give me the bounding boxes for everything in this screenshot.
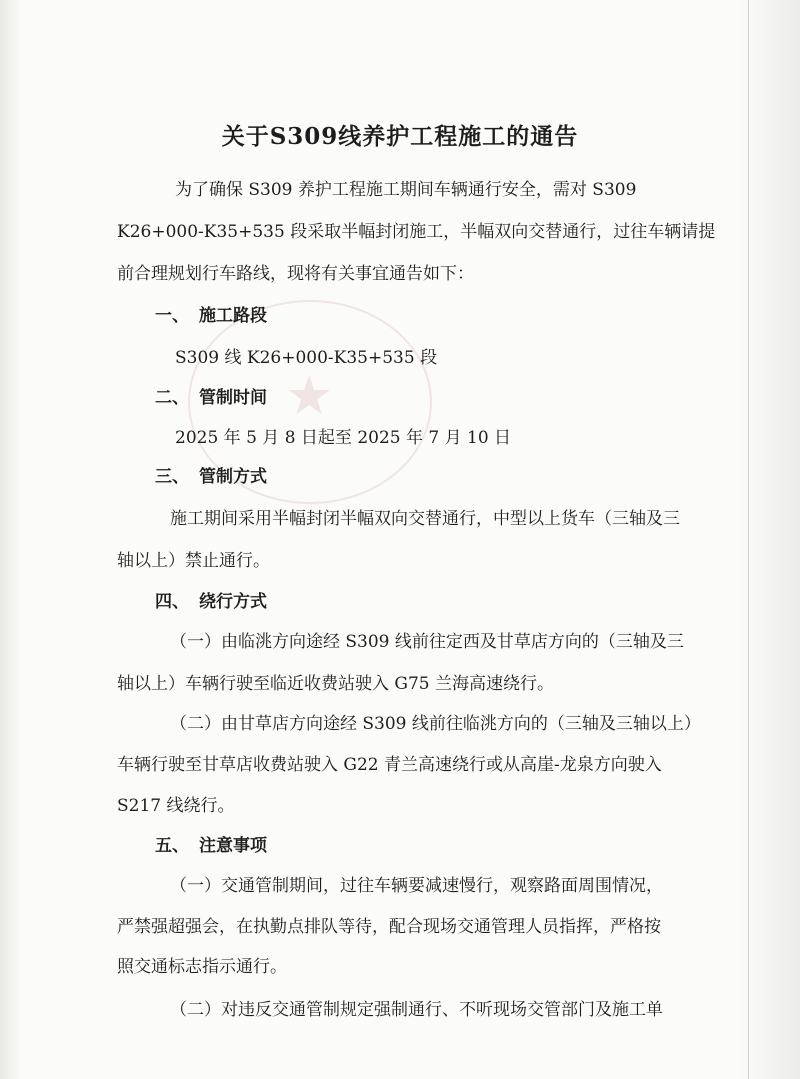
section-5-line-2: 严禁强超强会，在执勤点排队等待，配合现场交通管理人员指挥，严格按 [117,917,661,937]
section-title: 管制时间 [199,388,267,408]
section-1-line-1: S309 线 K26+000-K35+535 段 [175,348,438,368]
section-number: 二、 [155,388,189,408]
section-heading-3 [155,465,267,489]
section-heading-2 [155,386,267,410]
section-number: 五、 [155,836,189,856]
section-2-line-1: 2025 年 5 月 8 日起至 2025 年 7 月 10 日 [175,428,512,448]
section-5-line-1: （一）交通管制期间，过往车辆要减速慢行，观察路面周围情况， [170,876,663,896]
section-4-line-2: 轴以上）车辆行驶至临近收费站驶入 G75 兰海高速绕行。 [117,674,555,694]
section-5-line-4: （二）对违反交通管制规定强制通行、不听现场交管部门及施工单 [170,1000,663,1020]
section-heading-4 [155,590,267,614]
section-5-line-3: 照交通标志指示通行。 [117,957,287,977]
section-4-line-5: S217 线绕行。 [117,796,235,816]
section-number: 四、 [155,592,189,612]
section-4-line-3: （二）由甘草店方向途经 S309 线前往临洮方向的（三轴及三轴以上） [170,714,701,734]
section-number: 三、 [155,467,189,487]
section-3-line-2: 轴以上）禁止通行。 [117,551,270,571]
section-4-line-1: （一）由临洮方向途经 S309 线前往定西及甘草店方向的（三轴及三 [170,632,684,652]
section-number: 一、 [155,306,189,326]
intro-line-2: K26+000-K35+535 段采取半幅封闭施工，半幅双向交替通行，过往车辆请提 [117,222,716,242]
section-4-line-4: 车辆行驶至甘草店收费站驶入 G22 青兰高速绕行或从高崖-龙泉方向驶入 [117,755,662,775]
intro-line-3: 前合理规划行车路线，现将有关事宜通告如下： [117,264,474,284]
seal-star-icon: ★ [285,364,334,427]
section-heading-1 [155,304,267,328]
section-title: 管制方式 [199,467,267,487]
intro-line-1: 为了确保 S309 养护工程施工期间车辆通行安全，需对 S309 [175,180,637,200]
page-edge-right [740,0,800,1079]
page-edge-left [0,0,22,1079]
section-3-line-1: 施工期间采用半幅封闭半幅双向交替通行，中型以上货车（三轴及三 [170,509,680,529]
document-title: 关于S309线养护工程施工的通告 [221,123,579,150]
section-heading-5 [155,834,267,858]
section-title: 绕行方式 [199,592,267,612]
page-edge-line [748,0,749,1079]
section-title: 施工路段 [199,306,267,326]
section-title: 注意事项 [199,836,267,856]
